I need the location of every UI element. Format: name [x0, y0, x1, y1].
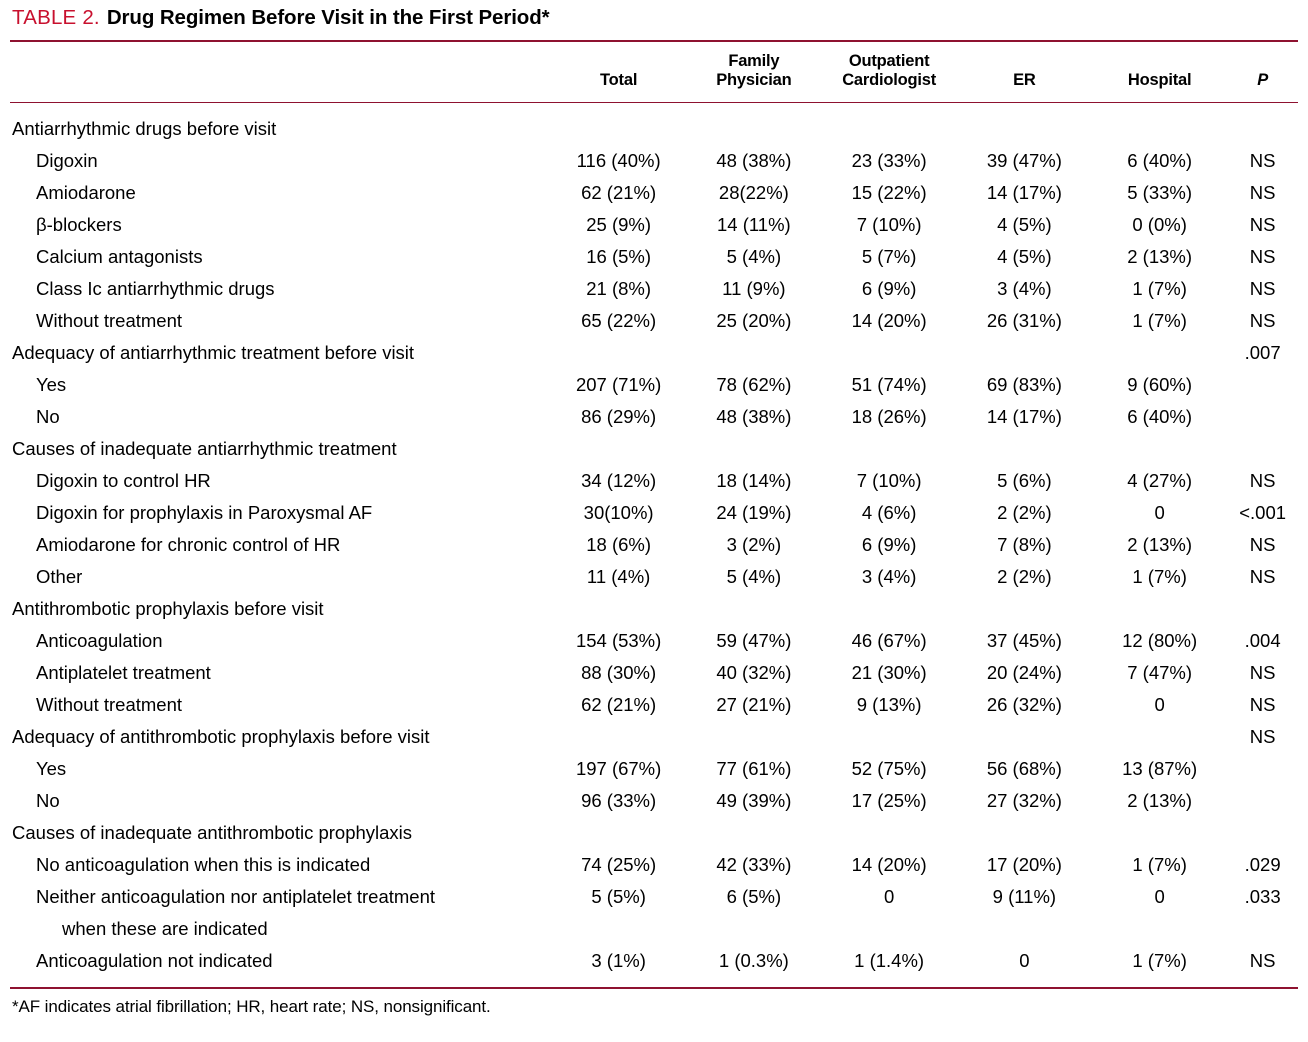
row-value-cell: 30(10%) — [583, 501, 654, 523]
table-row — [10, 883, 1298, 915]
row-value-cell: 37 (45%) — [986, 629, 1062, 651]
row-value-cell: 3 (1%) — [591, 949, 646, 971]
row-value-cell — [551, 723, 686, 755]
row-value-cell: NS — [1249, 533, 1276, 555]
row-value-cell: 2 (13%) — [1127, 533, 1193, 555]
row-value-cell: 26 (31%) — [986, 309, 1062, 331]
data-table-body — [10, 103, 1298, 987]
table-row — [10, 627, 1298, 659]
row-value-cell: 18 (26%) — [851, 405, 927, 427]
column-header-blank — [10, 42, 551, 102]
table-row — [10, 915, 1298, 947]
column-header-family-physician: Family Physician — [716, 52, 792, 89]
row-value-cell: 13 (87%) — [1122, 757, 1198, 779]
row-value-cell — [822, 819, 957, 851]
table-row — [10, 307, 1298, 339]
row-value-cell: 17 (20%) — [986, 853, 1062, 875]
row-value-cell — [957, 435, 1092, 467]
row-value-cell — [1227, 755, 1298, 787]
row-value-cell: 14 (20%) — [851, 309, 927, 331]
row-value-cell: NS — [1249, 149, 1276, 171]
row-value-cell: 4 (27%) — [1127, 469, 1193, 491]
data-table — [10, 42, 1298, 102]
row-value-cell: 21 (8%) — [586, 277, 652, 299]
row-value-cell: 5 (4%) — [726, 245, 782, 267]
row-item-label: No — [36, 405, 60, 427]
row-value-cell — [551, 339, 686, 371]
table-row — [10, 531, 1298, 563]
body-top-spacer — [10, 103, 1298, 115]
row-value-cell: 4 (5%) — [997, 245, 1052, 267]
row-value-cell: 3 (4%) — [861, 565, 917, 587]
row-value-cell: 15 (22%) — [851, 181, 927, 203]
row-item-label: Neither anticoagulation nor antiplatelet treatment — [36, 885, 436, 907]
row-item-label: Without treatment — [36, 309, 183, 331]
row-value-cell: 27 (32%) — [986, 789, 1062, 811]
row-item-label: Digoxin for prophylaxis in Paroxysmal AF — [36, 501, 373, 523]
row-value-cell: 14 (17%) — [986, 405, 1062, 427]
row-value-cell: 14 (17%) — [986, 181, 1062, 203]
table-row — [10, 819, 1298, 851]
row-value-cell: 0 — [1154, 693, 1165, 715]
row-value-cell: 2 (13%) — [1127, 245, 1193, 267]
row-value-cell: 17 (25%) — [851, 789, 927, 811]
table-row — [10, 275, 1298, 307]
row-item-label: when these are indicated — [62, 917, 268, 939]
row-value-cell: 52 (75%) — [851, 757, 927, 779]
row-value-cell: 3 (2%) — [726, 533, 782, 555]
row-value-cell — [551, 819, 686, 851]
row-value-cell: 11 (9%) — [722, 277, 786, 299]
row-value-cell: 62 (21%) — [581, 181, 657, 203]
row-value-cell: 1 (7%) — [1132, 309, 1187, 331]
table-row — [10, 755, 1298, 787]
row-item-label: Amiodarone — [36, 181, 136, 203]
row-item-label: Without treatment — [36, 693, 183, 715]
row-value-cell: 6 (9%) — [861, 533, 917, 555]
row-item-label: Yes — [36, 757, 67, 779]
table-row — [10, 147, 1298, 179]
table-title — [10, 0, 1298, 40]
row-value-cell: NS — [1249, 181, 1276, 203]
table-row — [10, 563, 1298, 595]
row-value-cell: 207 (71%) — [575, 373, 662, 395]
row-value-cell: 1 (0.3%) — [718, 949, 789, 971]
row-section-label: Antithrombotic prophylaxis before visit — [12, 597, 324, 619]
row-value-cell: 5 (5%) — [591, 885, 646, 907]
row-value-cell: 56 (68%) — [986, 757, 1062, 779]
row-value-cell: 5 (7%) — [861, 245, 917, 267]
row-value-cell: 0 (0%) — [1132, 213, 1187, 235]
row-value-cell: 1 (7%) — [1132, 949, 1187, 971]
row-item-label: Class Ic antiarrhythmic drugs — [36, 277, 275, 299]
row-value-cell: .029 — [1244, 853, 1281, 875]
table-row — [10, 115, 1298, 147]
row-value-cell — [1092, 723, 1227, 755]
header-row — [10, 42, 1298, 102]
row-item-label: Other — [36, 565, 83, 587]
row-value-cell: 0 — [1154, 885, 1165, 907]
row-value-cell — [1227, 371, 1298, 403]
row-value-cell: 154 (53%) — [575, 629, 662, 651]
row-value-cell: 0 — [1154, 501, 1165, 523]
row-value-cell: .004 — [1244, 629, 1281, 651]
row-value-cell: 7 (47%) — [1127, 661, 1193, 683]
row-value-cell — [957, 915, 1092, 947]
row-value-cell: 20 (24%) — [986, 661, 1062, 683]
row-value-cell — [822, 339, 957, 371]
row-value-cell — [686, 723, 821, 755]
column-header-total: Total — [600, 70, 638, 89]
row-value-cell — [957, 115, 1092, 147]
row-value-cell — [822, 115, 957, 147]
table-row — [10, 691, 1298, 723]
row-value-cell — [957, 339, 1092, 371]
row-section-label: Adequacy of antiarrhythmic treatment before visit — [12, 341, 415, 363]
row-value-cell — [822, 915, 957, 947]
row-value-cell — [1227, 435, 1298, 467]
table-title-text: Drug Regimen Before Visit in the First Period* — [106, 6, 550, 29]
row-value-cell: 9 (13%) — [856, 693, 922, 715]
row-item-label: Anticoagulation — [36, 629, 163, 651]
table-number-label: TABLE 2. — [12, 6, 100, 29]
table-row — [10, 851, 1298, 883]
row-value-cell — [822, 723, 957, 755]
row-value-cell — [1092, 115, 1227, 147]
column-header-hospital: Hospital — [1127, 70, 1192, 89]
row-value-cell: 14 (11%) — [717, 213, 791, 235]
row-value-cell: NS — [1249, 693, 1276, 715]
row-section-label: Antiarrhythmic drugs before visit — [12, 117, 277, 139]
table-row — [10, 467, 1298, 499]
row-value-cell: 1 (7%) — [1132, 565, 1187, 587]
row-value-cell: 39 (47%) — [986, 149, 1062, 171]
row-value-cell: 5 (4%) — [726, 565, 782, 587]
row-value-cell — [1227, 403, 1298, 435]
row-value-cell: NS — [1249, 725, 1276, 747]
row-value-cell: 96 (33%) — [581, 789, 657, 811]
row-value-cell: 77 (61%) — [716, 757, 792, 779]
row-value-cell — [1227, 819, 1298, 851]
row-value-cell: 48 (38%) — [716, 149, 792, 171]
table-row — [10, 435, 1298, 467]
row-value-cell — [686, 915, 821, 947]
row-value-cell — [822, 435, 957, 467]
table-row — [10, 243, 1298, 275]
column-header-outpatient-cardiologist: Outpatient Cardiologist — [842, 52, 937, 89]
table-row — [10, 595, 1298, 627]
table-row — [10, 659, 1298, 691]
row-value-cell: 116 (40%) — [576, 149, 661, 171]
row-value-cell — [822, 595, 957, 627]
row-value-cell: 9 (11%) — [992, 885, 1057, 907]
row-value-cell — [551, 915, 686, 947]
row-value-cell: 1 (7%) — [1132, 853, 1187, 875]
row-value-cell: 23 (33%) — [851, 149, 927, 171]
row-value-cell: 51 (74%) — [851, 373, 927, 395]
table-row — [10, 339, 1298, 371]
row-value-cell: 49 (39%) — [716, 789, 792, 811]
table-row — [10, 211, 1298, 243]
row-value-cell: 59 (47%) — [716, 629, 792, 651]
row-value-cell: 86 (29%) — [581, 405, 657, 427]
row-value-cell — [957, 819, 1092, 851]
row-item-label: β-blockers — [36, 213, 122, 235]
row-value-cell: NS — [1249, 661, 1276, 683]
row-value-cell: 2 (13%) — [1127, 789, 1193, 811]
column-header-p-value: P — [1257, 70, 1269, 89]
row-value-cell: 74 (25%) — [581, 853, 657, 875]
row-value-cell — [686, 595, 821, 627]
row-value-cell: 6 (9%) — [861, 277, 917, 299]
row-value-cell — [551, 435, 686, 467]
row-value-cell: 6 (40%) — [1127, 405, 1193, 427]
row-value-cell: 6 (40%) — [1127, 149, 1193, 171]
row-value-cell: 24 (19%) — [716, 501, 792, 523]
row-value-cell: 2 (2%) — [997, 501, 1052, 523]
row-section-label: Causes of inadequate antithrombotic prophylaxis — [12, 821, 413, 843]
row-value-cell: 4 (5%) — [997, 213, 1052, 235]
row-value-cell — [686, 819, 821, 851]
row-item-label: Amiodarone for chronic control of HR — [36, 533, 341, 555]
row-value-cell: 4 (6%) — [861, 501, 917, 523]
row-value-cell: 34 (12%) — [581, 469, 657, 491]
row-value-cell: NS — [1249, 949, 1276, 971]
row-value-cell: 0 — [883, 885, 895, 907]
table-row — [10, 723, 1298, 755]
row-value-cell — [1227, 787, 1298, 819]
row-value-cell — [1092, 595, 1227, 627]
row-value-cell: 11 (4%) — [586, 565, 651, 587]
row-value-cell: 7 (10%) — [856, 469, 922, 491]
row-section-label: Causes of inadequate antiarrhythmic treatment — [12, 437, 397, 459]
row-value-cell: 42 (33%) — [716, 853, 792, 875]
row-value-cell: 0 — [1019, 949, 1030, 971]
row-item-label: No anticoagulation when this is indicated — [36, 853, 371, 875]
row-value-cell: 197 (67%) — [575, 757, 662, 779]
row-section-label: Adequacy of antithrombotic prophylaxis before visit — [12, 725, 430, 747]
row-value-cell: NS — [1249, 213, 1276, 235]
row-value-cell: 26 (32%) — [986, 693, 1062, 715]
row-value-cell — [1227, 915, 1298, 947]
table-row — [10, 403, 1298, 435]
row-value-cell — [957, 595, 1092, 627]
row-value-cell: 1 (1.4%) — [854, 949, 925, 971]
row-value-cell: 46 (67%) — [851, 629, 927, 651]
row-value-cell: 18 (6%) — [586, 533, 652, 555]
row-value-cell: 65 (22%) — [581, 309, 657, 331]
table-body — [10, 103, 1298, 987]
row-value-cell: 62 (21%) — [581, 693, 657, 715]
row-value-cell — [686, 115, 821, 147]
row-value-cell: 25 (20%) — [716, 309, 792, 331]
table-row — [10, 371, 1298, 403]
row-value-cell: 3 (4%) — [997, 277, 1052, 299]
row-value-cell — [551, 595, 686, 627]
column-header-er: ER — [1013, 70, 1036, 89]
row-value-cell: 28(22%) — [718, 181, 789, 203]
row-value-cell: 2 (2%) — [997, 565, 1052, 587]
row-item-label: Anticoagulation not indicated — [36, 949, 273, 971]
row-value-cell: NS — [1249, 469, 1276, 491]
row-value-cell — [1227, 115, 1298, 147]
table-head — [10, 42, 1298, 102]
row-value-cell — [1227, 595, 1298, 627]
row-value-cell — [1092, 435, 1227, 467]
row-value-cell — [1092, 915, 1227, 947]
row-value-cell: 27 (21%) — [716, 693, 792, 715]
row-value-cell — [957, 723, 1092, 755]
row-value-cell: 69 (83%) — [986, 373, 1062, 395]
row-value-cell: 21 (30%) — [851, 661, 927, 683]
row-value-cell: 7 (8%) — [997, 533, 1052, 555]
row-value-cell: 88 (30%) — [581, 661, 657, 683]
row-value-cell: .033 — [1244, 885, 1281, 907]
row-value-cell: 25 (9%) — [586, 213, 652, 235]
row-value-cell: 9 (60%) — [1127, 373, 1193, 395]
row-value-cell — [686, 435, 821, 467]
row-value-cell: 18 (14%) — [716, 469, 792, 491]
row-value-cell — [686, 339, 821, 371]
table-row — [10, 499, 1298, 531]
row-item-label: Digoxin — [36, 149, 98, 171]
row-item-label: No — [36, 789, 60, 811]
row-value-cell: NS — [1249, 277, 1276, 299]
row-value-cell: 6 (5%) — [726, 885, 782, 907]
row-value-cell: 1 (7%) — [1132, 277, 1187, 299]
row-value-cell — [1092, 339, 1227, 371]
row-value-cell: 16 (5%) — [586, 245, 652, 267]
table-row — [10, 179, 1298, 211]
body-bottom-spacer — [10, 979, 1298, 987]
row-value-cell: 12 (80%) — [1122, 629, 1198, 651]
row-value-cell: NS — [1249, 565, 1276, 587]
row-item-label: Yes — [36, 373, 67, 395]
row-value-cell: 5 (33%) — [1127, 181, 1193, 203]
row-item-label: Digoxin to control HR — [36, 469, 211, 491]
row-value-cell — [1092, 819, 1227, 851]
row-value-cell: .007 — [1244, 341, 1281, 363]
row-value-cell: <.001 — [1239, 501, 1287, 523]
row-value-cell: 7 (10%) — [856, 213, 922, 235]
row-value-cell: 14 (20%) — [851, 853, 927, 875]
row-value-cell: 40 (32%) — [716, 661, 792, 683]
row-value-cell: 48 (38%) — [716, 405, 792, 427]
row-value-cell: 78 (62%) — [716, 373, 792, 395]
row-item-label: Antiplatelet treatment — [36, 661, 211, 683]
table-row — [10, 947, 1298, 979]
row-value-cell — [551, 115, 686, 147]
table-row — [10, 787, 1298, 819]
table-footnote: *AF indicates atrial fibrillation; HR, heart rate; NS, nonsignificant. — [12, 996, 491, 1016]
row-value-cell: NS — [1249, 309, 1276, 331]
row-value-cell: 5 (6%) — [997, 469, 1052, 491]
row-item-label: Calcium antagonists — [36, 245, 203, 267]
row-value-cell: NS — [1249, 245, 1276, 267]
